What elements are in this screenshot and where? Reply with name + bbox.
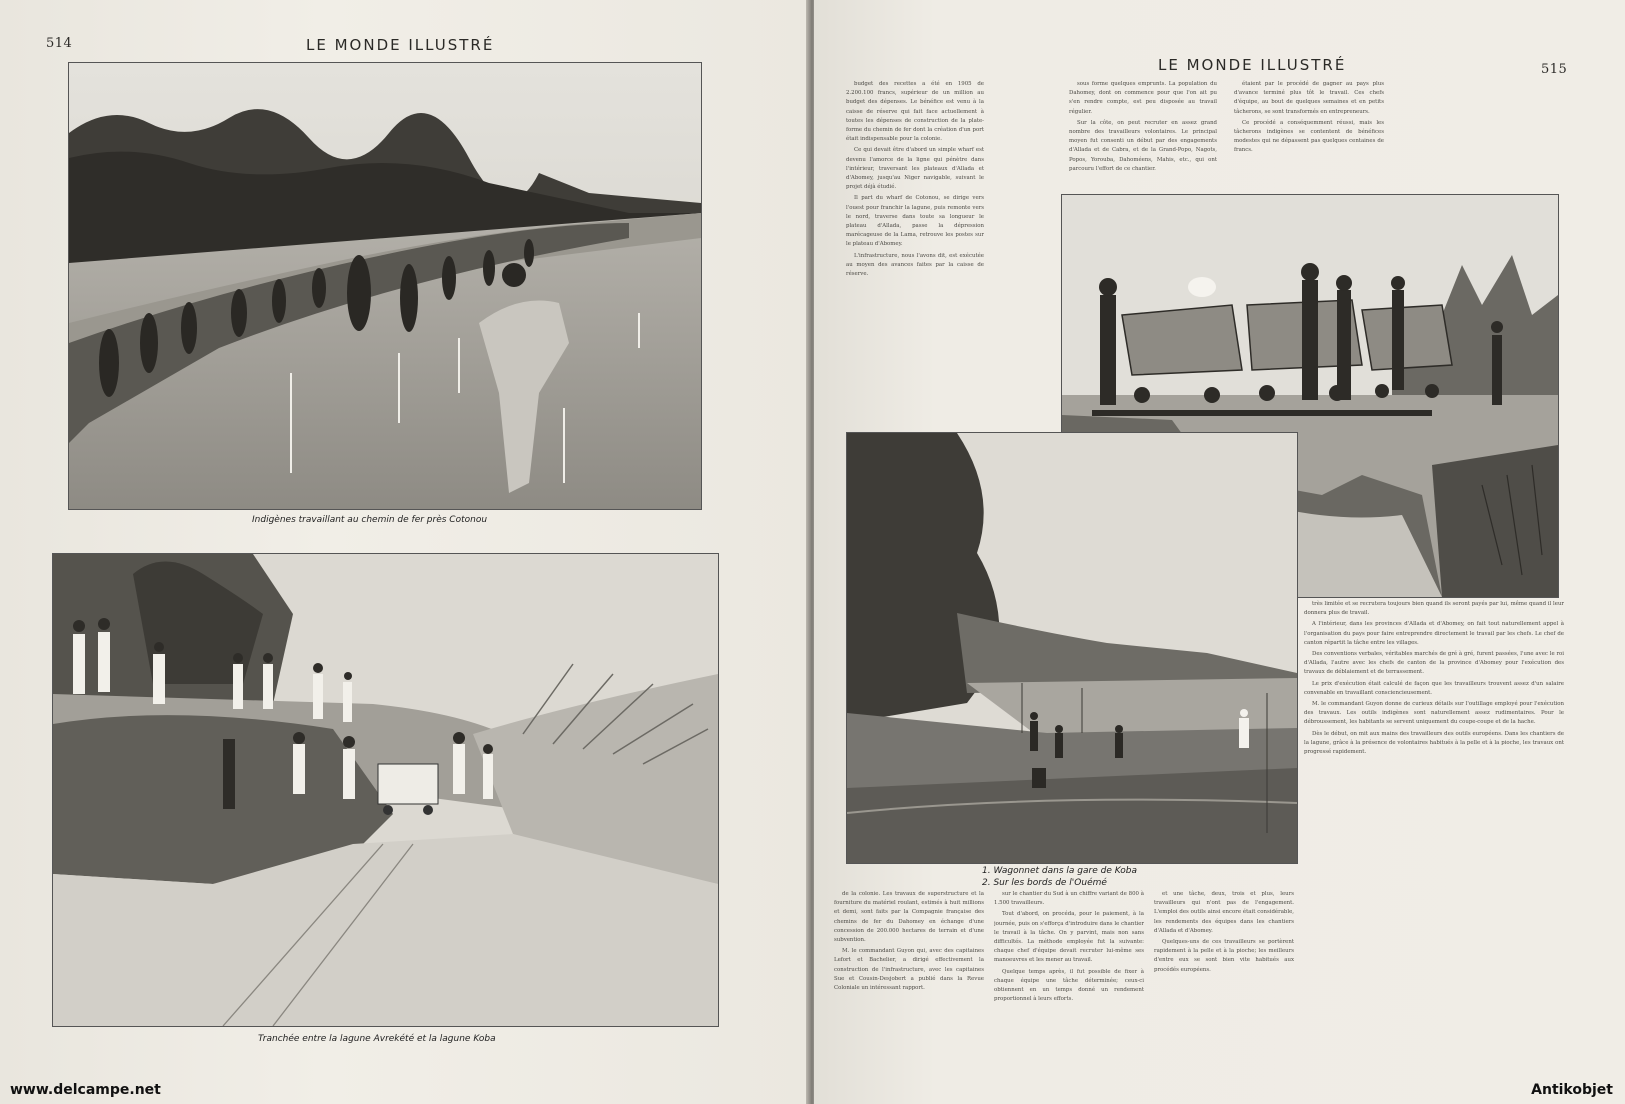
watermark-antikobjet: Antikobjet bbox=[1531, 1082, 1613, 1098]
photo-cutting-lagoons bbox=[52, 553, 719, 1027]
text-column-b bbox=[1069, 80, 1217, 190]
text-column-bottom-2 bbox=[994, 890, 1144, 1085]
paragraph: Quelque temps après, il fut possible de fixer à chaque équipe une tâche déterminée; ceux-ci obtiennent en un temps donné un rendement proportionnel à leurs efforts. bbox=[994, 968, 1144, 1003]
paragraph: étaient par le procédé de gagner au pays plus d'avance terminé plus tôt le travail. Ces chefs d'équipe, au bout de quelques semaines et en petits tâcherons, se sont transformés en entrepreneurs. bbox=[1234, 81, 1384, 115]
running-head-left: LE MONDE ILLUSTRÉ bbox=[306, 36, 495, 54]
paragraph: Ce procédé a conséquemment réussi, mais les tâcherons indigènes se contentent de bénéfices modestes qui ne dépassent pas quelques centaines de francs. bbox=[1234, 119, 1384, 154]
photo-workers-cotonou bbox=[68, 62, 702, 510]
caption-right-1: 1. Wagonnet dans la gare de Koba bbox=[982, 866, 1138, 876]
paragraph: de la colonie. Les travaux de superstructure et la fourniture du matériel roulant, estimés à huit millions et demi, sont faits par la Compagnie française des chemins de fer du Dahomey en échange d'une concession de 200.000 hectares de terrain et d'une subvention. bbox=[834, 891, 984, 944]
paragraph: et une tâche, deux, trois et plus, leurs travailleurs qui n'ont pas de l'engagement. L'emploi des outils ainsi encore était considérable, les rendements des équipes dans les chantiers d'Allada et d'Abomey. bbox=[1154, 891, 1294, 934]
paragraph: Ce qui devait être d'abord un simple wharf est devenu l'amorce de la ligne qui pénètre dans l'intérieur, traversant les plateaux d'Allada et d'Abomey, jusqu'au Niger navigable, suivant le projet déjà étudié. bbox=[846, 147, 984, 191]
text-column-bottom-1 bbox=[834, 890, 984, 1085]
watermark-delcampe: www.delcampe.net bbox=[10, 1082, 161, 1098]
paragraph: M. le commandant Guyon qui, avec des capitaines Lefort et Bachelier, a dirigé effectivement la construction de l'infrastructure, avec les capitaines Sue et Cousin-Desjobert a publié dans la Revue Coloniale un intéressant rapport. bbox=[834, 948, 984, 992]
text-column-a bbox=[846, 80, 984, 432]
paragraph: Dès le début, on mit aux mains des travailleurs des outils européens. Dans les chantiers de la lagune, grâce à la présence de volontaires habitués à la pelle et à la pioche, les travaux ont progressé rapidement. bbox=[1304, 730, 1564, 756]
paragraph: Tout d'abord, on procéda, pour le paiement, à la journée, puis on s'efforça d'introduire dans le chantier le travail à la tâche. On y parvint, mais non sans difficultés. La méthode employée fut la suivante: chaque chef d'équipe devait recruter lui-même ses manoeuvres et les mener au travail. bbox=[994, 911, 1144, 964]
paragraph: Il part du wharf de Cotonou, se dirige vers l'ouest pour franchir la lagune, puis remonte vers le nord, traverse dans toute sa longueur le plateau d'Allada, passe la dépression marécageuse de la Lama, retrouve les postes sur le plateau d'Abomey. bbox=[846, 195, 984, 248]
paragraph: A l'intérieur, dans les provinces d'Allada et d'Abomey, on fait tout naturellement appel à l'organisation du pays pour faire entreprendre directement le travail par les chefs. Le chef de canton répartit la tâche entre les villages. bbox=[1304, 621, 1564, 646]
text-column-c bbox=[1234, 80, 1384, 190]
right-page bbox=[814, 0, 1625, 1104]
text-column-d bbox=[1304, 600, 1564, 1080]
page-number-right: 515 bbox=[1541, 62, 1568, 77]
caption-top-left: Indigènes travaillant au chemin de fer près Cotonou bbox=[252, 515, 488, 525]
paragraph: Des conventions verbales, véritables marchés de gré à gré, furent passées, l'une avec le roi d'Allada, l'autre avec les chefs de canton de la province d'Abomey pour l'exécution des travaux de déblaiement et de terrassement. bbox=[1304, 651, 1564, 676]
text-column-bottom-3 bbox=[1154, 890, 1294, 1085]
paragraph: M. le commandant Guyon donne de curieux détails sur l'outillage employé pour l'exécution des travaux. Les outils indigènes sont naturellement assez rudimentaires. Pour le débroussement, les habitants se servent uniquement du coupe-coupe et de la hache. bbox=[1304, 701, 1564, 726]
paragraph: Sur la côte, on peut recruter en assez grand nombre des travailleurs volontaires. Le principal moyen fut consenti un début par des engagements d'Allada et de Cabra, et de la Grand-Popo, Nagots, Popos, Yorouba, Dahoméens, Mahis, etc., qui ont parcouru l'effort de ce chantier. bbox=[1069, 119, 1217, 172]
paragraph: sur le chantier du Sud à un chiffre variant de 800 à 1.500 travailleurs. bbox=[994, 891, 1144, 907]
caption-bottom-left: Tranchée entre la lagune Avrekété et la lagune Koba bbox=[258, 1034, 496, 1044]
paragraph: sous forme quelques emprunts. La population du Dahomey, dont on commence pour que l'on ait pu s'en rendre compte, est peu disposée au travail régulier. bbox=[1069, 81, 1217, 115]
paragraph: très limitée et se recrutera toujours bien quand ils seront payés par lui, même quand il leur donnera plus de travail. bbox=[1304, 601, 1564, 617]
caption-right-2: 2. Sur les bords de l'Ouémé bbox=[982, 878, 1107, 888]
left-page bbox=[0, 0, 810, 1104]
running-head-right: LE MONDE ILLUSTRÉ bbox=[1158, 56, 1347, 74]
page-number-left: 514 bbox=[46, 36, 73, 51]
paragraph: budget des recettes a été en 1905 de 2.200.100 francs, supérieur de un million au budget des dépenses. Le bénéfice est venu à la caisse de réserve qui fait face actuellement à toutes les dépenses de construction de la plate-forme du chemin de fer dont la création d'un port était indispensable pour la colonie. bbox=[846, 81, 984, 143]
paragraph: Le prix d'exécution était calculé de façon que les travailleurs trouvent assez d'un salaire convenable en travaillant consciencieusement. bbox=[1304, 680, 1564, 696]
paragraph: Quelques-uns de ces travailleurs se portèrent rapidement à la pelle et à la pioche; les meilleurs d'entre eux se sont bien vite habitués aux procédés européens. bbox=[1154, 939, 1294, 973]
photo-oueme-banks bbox=[846, 432, 1298, 864]
paragraph: L'infrastructure, nous l'avons dit, est exécutée au moyen des avances faites par la caisse de réserve. bbox=[846, 252, 984, 278]
